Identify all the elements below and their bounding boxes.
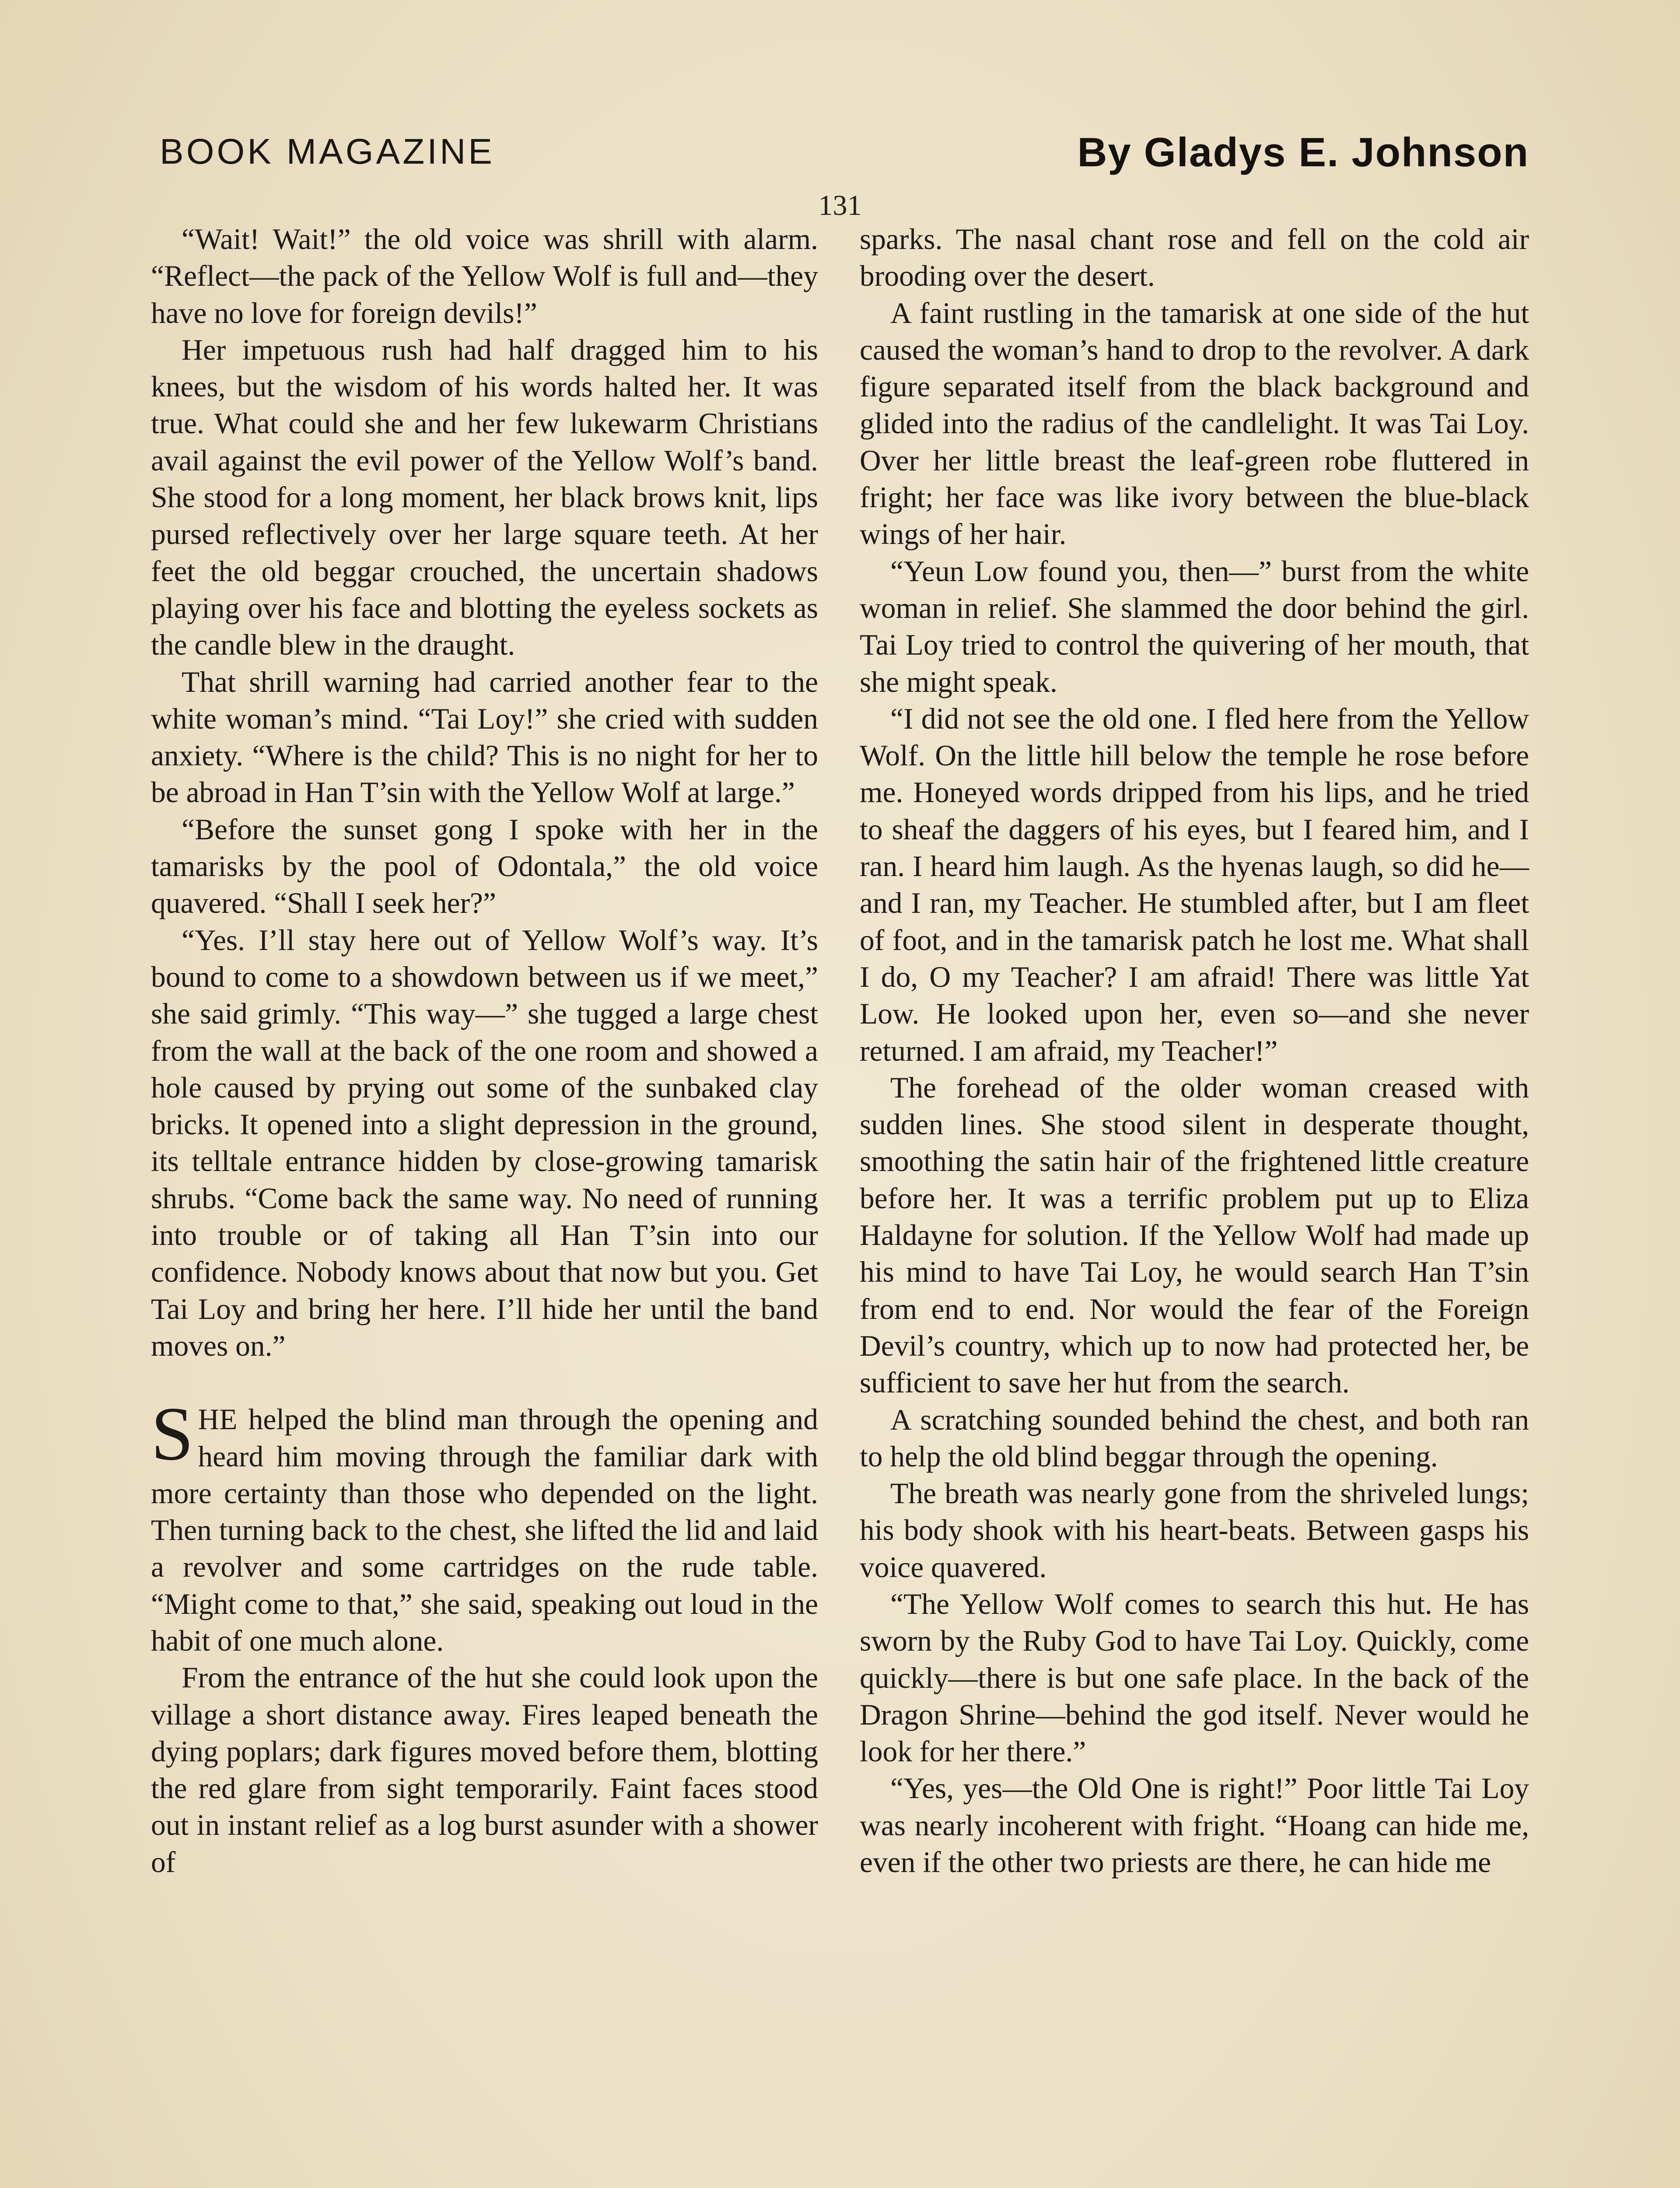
- section-opening-text: HE helped the blind man through the opening and heard him moving through the familiar dark with more certainty than those who depended on the light. Then turning back to the chest, she lifted the lid and laid a revolver and some cartridges on the rude table. “Might come to that,” she said, speaking out loud in the habit of one much alone.: [151, 1403, 818, 1657]
- paragraph: “Wait! Wait!” the old voice was shrill with alarm. “Reflect—the pack of the Yellow Wolf is full and—they have no love for foreign devils!”: [151, 223, 818, 330]
- paragraph: A faint rustling in the tamarisk at one side of the hut caused the woman’s hand to drop to the revolver. A dark figure separated itself from the black background and glided into the radius of the candlelight. It was Tai Loy. Over her little breast the leaf-green robe fluttered in fright; her face was like ivory between the blue-black wings of her hair.: [860, 296, 1529, 551]
- page-number: 131: [818, 189, 862, 221]
- section-opening-paragraph: [151, 1391, 818, 1659]
- paragraph: “Yeun Low found you, then—” burst from the white woman in relief. She slammed the door behind the girl. Tai Loy tried to control the quivering of her mouth, that she might speak.: [860, 554, 1529, 698]
- drop-cap-letter: S: [151, 1391, 194, 1476]
- paragraph: A scratching sounded behind the chest, and both ran to help the old blind beggar through the opening.: [860, 1403, 1529, 1473]
- paragraph: “I did not see the old one. I fled here from the Yellow Wolf. On the little hill below the temple he rose before me. Honeyed words dripped from his lips, and he tried to sheaf the daggers of his eyes, but I feared him, and I ran. I heard him laugh. As the hyenas laugh, so did he—and I ran, my Teacher. He stumbled after, but I am fleet of foot, and in the tamarisk patch he lost me. What shall I do, O my Teacher? I am afraid! There was little Yat Low. He looked upon her, even so—and she never returned. I am afraid, my Teacher!”: [860, 702, 1529, 1067]
- paragraph: “Yes, yes—the Old One is right!” Poor little Tai Loy was nearly incoherent with fright. “Hoang can hide me, even if the other two priests are there, he can hide me: [860, 1772, 1529, 1879]
- paragraph: From the entrance of the hut she could look upon the village a short distance away. Fires leaped beneath the dying poplars; dark figures moved before them, blotting the red glare from sight temporarily. Faint faces stood out in instant relief as a log burst asunder with a shower of: [151, 1661, 818, 1879]
- right-column: [860, 221, 1529, 1881]
- paragraph: “Before the sunset gong I spoke with her in the tamarisks by the pool of Odontala,” the old voice quavered. “Shall I seek her?”: [151, 813, 818, 920]
- section-gap: [151, 1364, 818, 1401]
- left-column: [151, 221, 818, 1881]
- paragraph: Her impetuous rush had half dragged him to his knees, but the wisdom of his words halted her. It was true. What could she and her few lukewarm Christians avail against the evil power of the Yellow Wolf’s band. She stood for a long moment, her black brows knit, lips pursed reflectively over her large square teeth. At her feet the old beggar crouched, the uncertain shadows playing over his face and blotting the eyeless sockets as the candle blew in the draught.: [151, 333, 818, 662]
- paragraph: The forehead of the older woman creased with sudden lines. She stood silent in desperate thought, smoothing the satin hair of the frightened little creature before her. It was a terrific problem put up to Eliza Haldayne for solution. If the Yellow Wolf had made up his mind to have Tai Loy, he would search Han T’sin from end to end. Nor would the fear of the Foreign Devil’s country, which up to now had protected her, be sufficient to save her hut from the search.: [860, 1071, 1529, 1399]
- author-byline: By Gladys E. Johnson: [1077, 129, 1529, 175]
- page-header: [160, 131, 1529, 188]
- magazine-title: BOOK MAGAZINE: [160, 132, 495, 172]
- paragraph: “Yes. I’ll stay here out of Yellow Wolf’s way. It’s bound to come to a showdown between us if we meet,” she said grimly. “This way—” she tugged a large chest from the wall at the back of the one room and showed a hole caused by prying out some of the sunbaked clay bricks. It opened into a slight depression in the ground, its telltale entrance hidden by close-growing tamarisk shrubs. “Come back the same way. No need of running into trouble or of taking all Han T’sin into our confidence. Nobody knows about that now but you. Get Tai Loy and bring her here. I’ll hide her until the band moves on.”: [151, 923, 818, 1362]
- paragraph-continued: sparks. The nasal chant rose and fell on the cold air brooding over the desert.: [860, 223, 1529, 293]
- paragraph: The breath was nearly gone from the shriveled lungs; his body shook with his heart-beats. Between gasps his voice quavered.: [860, 1477, 1529, 1584]
- paragraph: “The Yellow Wolf comes to search this hut. He has sworn by the Ruby God to have Tai Loy. Quickly, come quickly—there is but one safe place. In the back of the Dragon Shrine—behind the god itself. Never would he look for her there.”: [860, 1587, 1529, 1768]
- paragraph: That shrill warning had carried another fear to the white woman’s mind. “Tai Loy!” she cried with sudden anxiety. “Where is the child? This is no night for her to be abroad in Han T’sin with the Yellow Wolf at large.”: [151, 665, 818, 809]
